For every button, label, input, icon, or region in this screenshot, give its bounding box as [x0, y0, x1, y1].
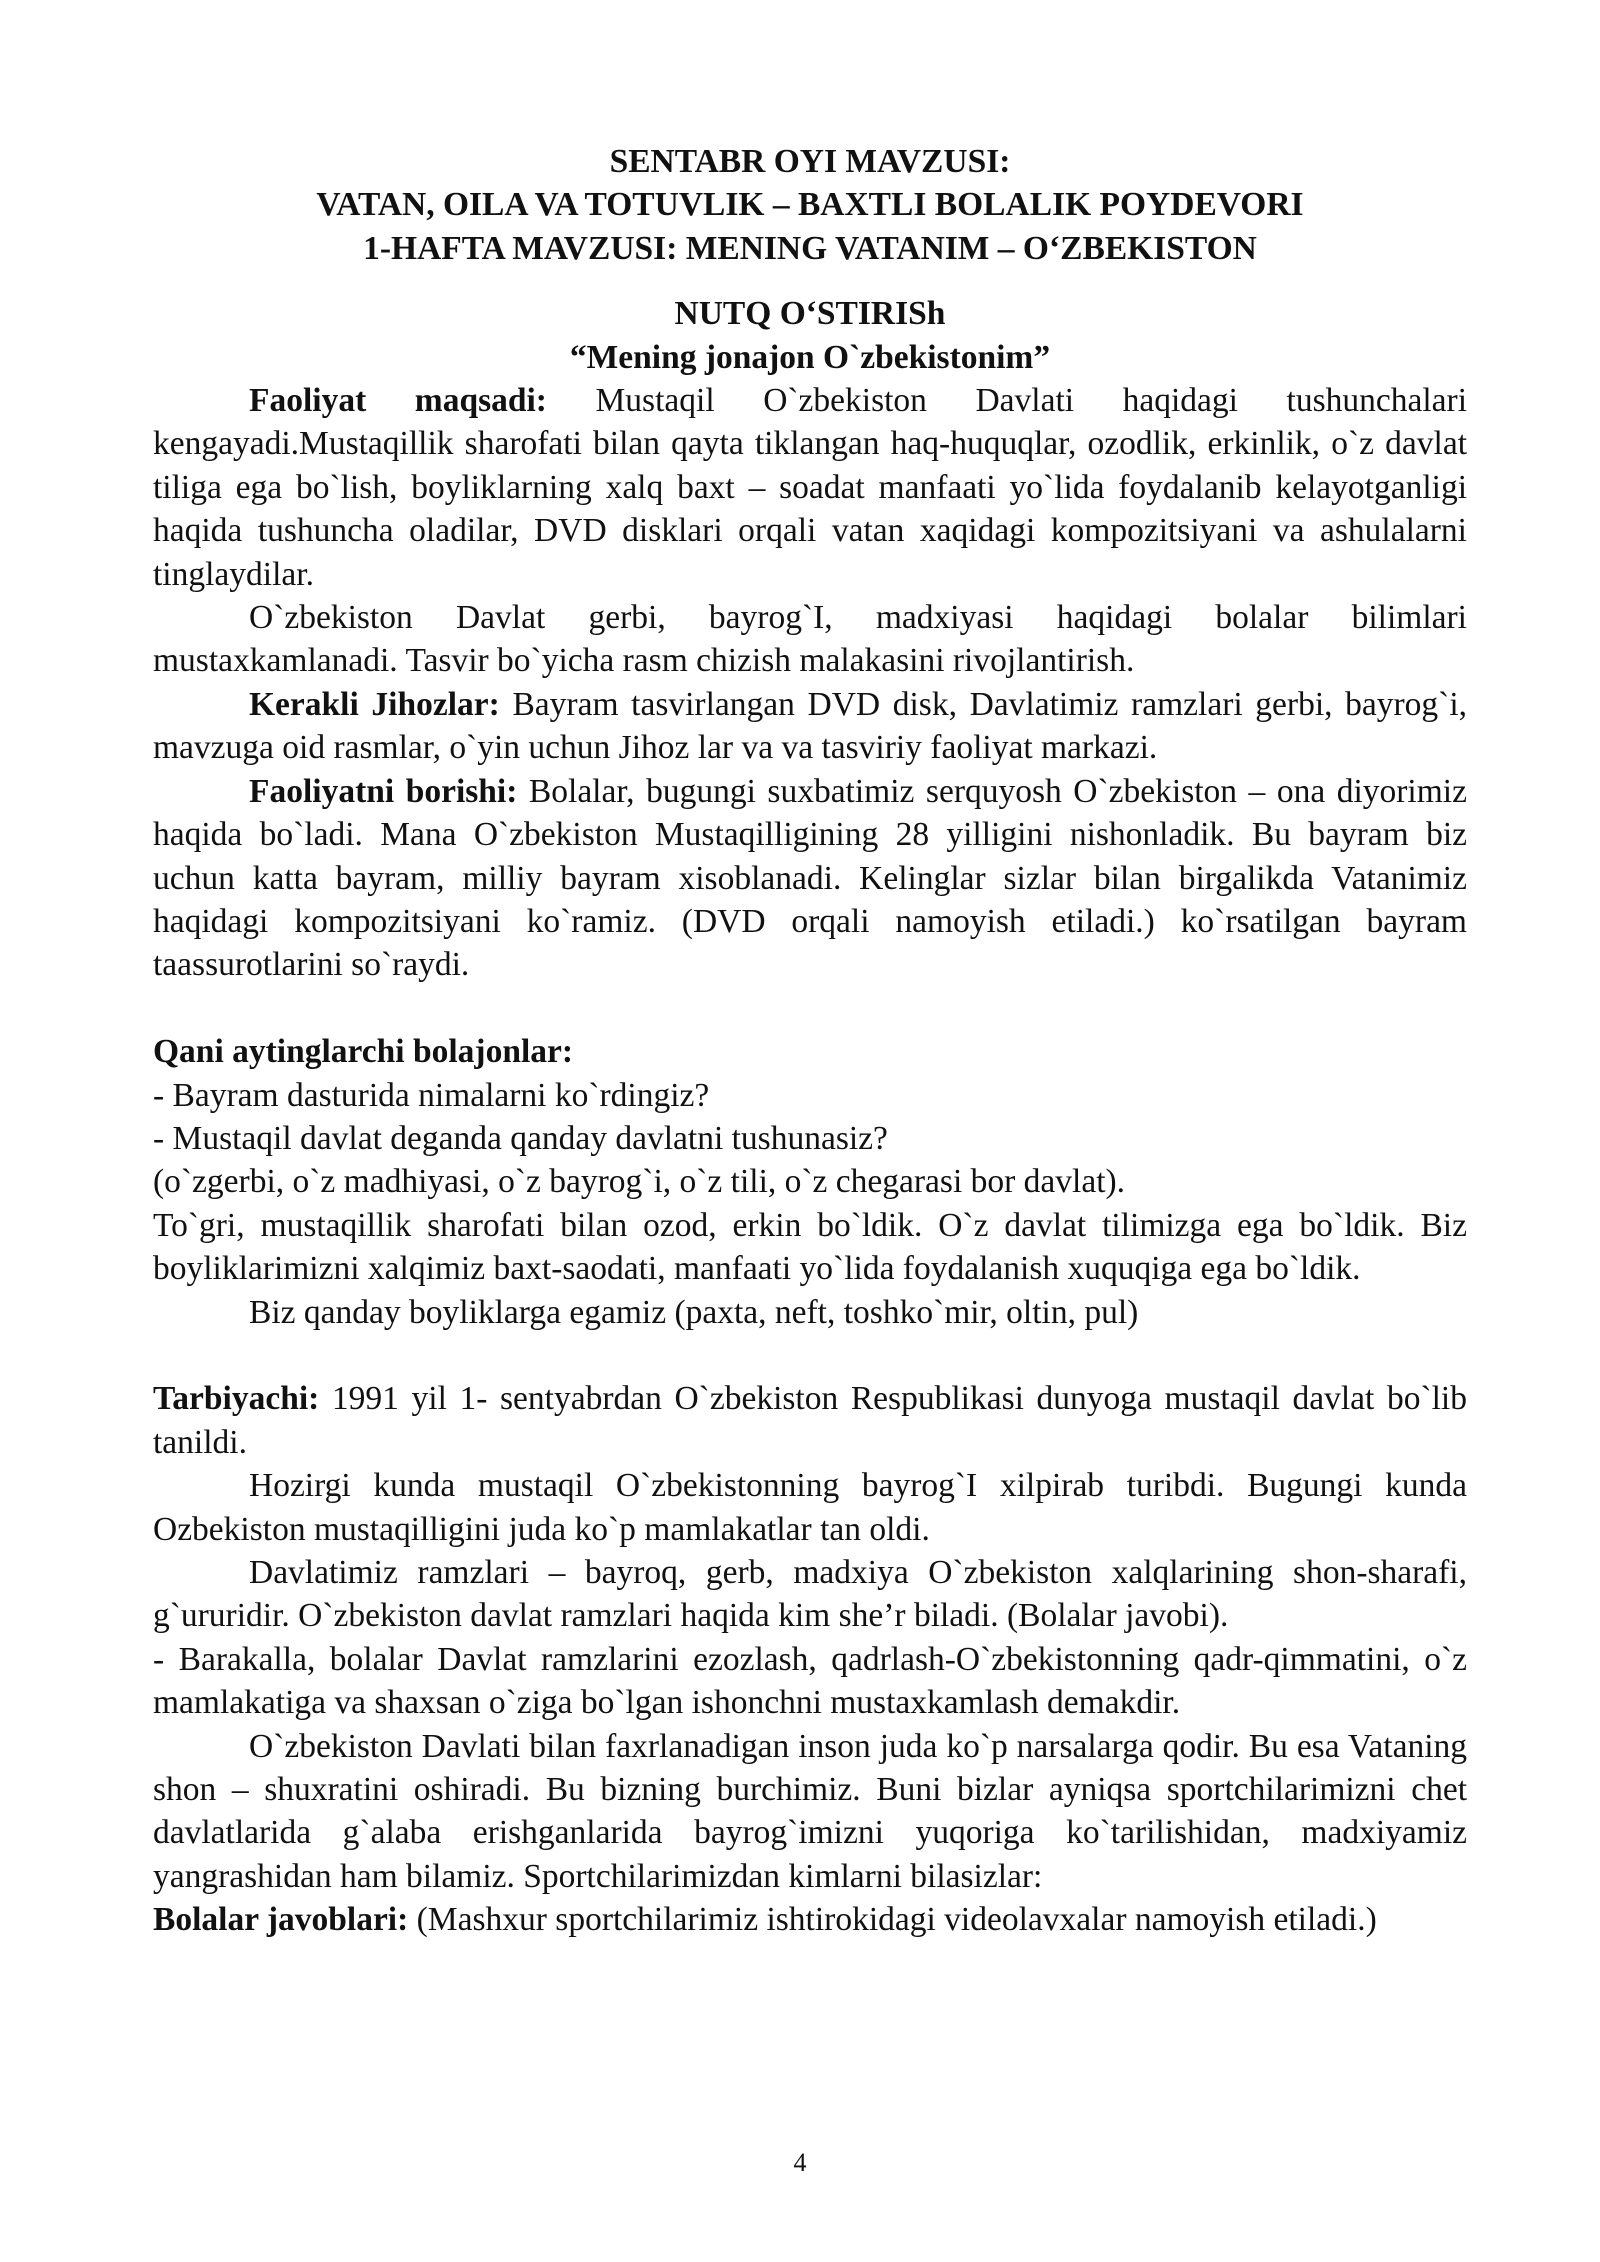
- activity-flow-text: Bolalar, bugungi suxbatimiz serquyosh O`zbekiston – ona diyorimiz haqida bo`ladi. Mana O`zbekiston Mustaqilligining 28 yilligini nishonladik. Bu bayram biz uchun katta bayram, milliy bayram xisoblanadi. Kelinglar sizlar bilan birgalikda Vatanimiz haqidagi kompozitsiyani ko`ramiz. (DVD orqali namoyish etiladi.) ko`rsatilgan bayram taassurotlarini so`raydi.: [153, 772, 1467, 984]
- equipment-text: Bayram tasvirlangan DVD disk, Davlatimiz ramzlari gerbi, bayrog`i, mavzuga oid rasmlar, o`yin uchun Jihoz lar va va tasviriy faoliyat markazi.: [153, 685, 1467, 767]
- activity-goal-text: Mustaqil O`zbekiston Davlati haqidagi tushunchalari kengayadi.Mustaqillik sharofati bilan qayta tiklangan haq-huquqlar, ozodlik, erkinlik, o`z davlat tiliga ega bo`lish, boyliklarning xalq baxt – soadat manfaati yo`lida foydalanib kelayotganligi haqida tushuncha oladilar, DVD disklari orqali vatan xaqidagi kompozitsiyani va ashulalarni tinglaydilar.: [153, 382, 1468, 593]
- page-content: [153, 140, 1467, 1942]
- teacher-text: 1991 yil 1- sentyabrdan O`zbekiston Respublikasi dunyoga mustaqil davlat bo`lib tanildi.: [153, 1380, 1467, 1461]
- month-theme-subtitle: VATAN, OILA VA TOTUVLIK – BAXTLI BOLALIK POYDEVORI: [316, 186, 1304, 224]
- children-answers-paragraph: [153, 1898, 1467, 1941]
- section-title: NUTQ O‘STIRISh: [674, 295, 946, 333]
- praise-paragraph: - Barakalla, bolalar Davlat ramzlarini ezozlash, qadrlash-O`zbekistonning qadr-qimmatini, o`z mamlakatiga va shaxsan o`ziga bo`lgan ishonchni mustaxkamlash demakdir.: [153, 1640, 1467, 1722]
- question-item: - Bayram dasturida nimalarni ko`rdingiz?: [153, 1076, 710, 1114]
- equipment-label: Kerakli Jihozlar:: [249, 685, 500, 723]
- week-theme-title: 1-HAFTA MAVZUSI: MENING VATANIM – O‘ZBEKISTON: [363, 229, 1257, 267]
- flag-paragraph: Hozirgi kunda mustaqil O`zbekistonning bayrog`I xilpirab turibdi. Bugungi kunda Ozbekiston mustaqilligini juda ko`p mamlakatlar tan oldi.: [153, 1467, 1467, 1548]
- activity-goal-paragraph: [153, 379, 1467, 596]
- children-answers-label: Bolalar javoblari:: [153, 1901, 409, 1939]
- questions-heading: Qani aytinglarchi bolajonlar:: [153, 1033, 574, 1071]
- state-symbols-paragraph: Davlatimiz ramzlari – bayroq, gerb, madxiya O`zbekiston xalqlarining shon-sharafi, g`ururidir. O`zbekiston davlat ramzlari haqida kim she’r biladi. (Bolalar javobi).: [153, 1553, 1467, 1635]
- activity-flow-paragraph: [153, 770, 1467, 987]
- spacer: [153, 987, 1467, 1030]
- symbols-paragraph: O`zbekiston Davlat gerbi, bayrog`I, madxiyasi haqidagi bolalar bilimlari mustaxkamlanadi. Tasvir bo`yicha rasm chizish malakasini rivojlantirish.: [153, 599, 1467, 680]
- answer-item: (o`zgerbi, o`z madhiyasi, o`z bayrog`i, o`z tili, o`z chegarasi bor davlat).: [153, 1163, 1126, 1201]
- spacer: [153, 1334, 1467, 1377]
- activity-flow-label: Faoliyatni borishi:: [249, 772, 518, 810]
- pride-paragraph: O`zbekiston Davlati bilan faxrlanadigan inson juda ko`p narsalarga qodir. Bu esa Vataning shon – shuxratini oshiradi. Bu bizning burchimiz. Buni bizlar ayniqsa sportchilarimizni chet davlatlarida g`alaba erishganlarida bayrog`imizni yuqoriga ko`tarilishidan, madxiyamiz yangrashidan ham bilamiz. Sportchilarimizdan kimlarni bilasizlar:: [153, 1727, 1467, 1895]
- page-number: 4: [793, 2148, 807, 2177]
- independence-paragraph: To`gri, mustaqillik sharofati bilan ozod, erkin bo`ldik. O`z davlat tilimizga ega bo`ldik. Biz boyliklarimizni xalqimiz baxt-saodati, manfaati yo`lida foydalanish xuquqiga ega bo`ldik.: [153, 1206, 1467, 1288]
- activity-goal-label: Faoliyat maqsadi:: [249, 382, 547, 420]
- month-theme-title: SENTABR OYI MAVZUSI:: [609, 143, 1011, 180]
- spacer: [153, 270, 1467, 292]
- teacher-paragraph: [153, 1377, 1467, 1464]
- teacher-label: Tarbiyachi:: [153, 1380, 320, 1418]
- wealth-question-paragraph: Biz qanday boyliklarga egamiz (paxta, neft, toshko`mir, oltin, pul): [249, 1293, 1139, 1331]
- lesson-title: “Mening jonajon O`zbekistonim”: [569, 338, 1051, 376]
- question-item: - Mustaqil davlat deganda qanday davlatni tushunasiz?: [153, 1119, 888, 1157]
- equipment-paragraph: [153, 683, 1467, 770]
- children-answers-text: (Mashxur sportchilarimiz ishtirokidagi videolavxalar namoyish etiladi.): [408, 1901, 1377, 1939]
